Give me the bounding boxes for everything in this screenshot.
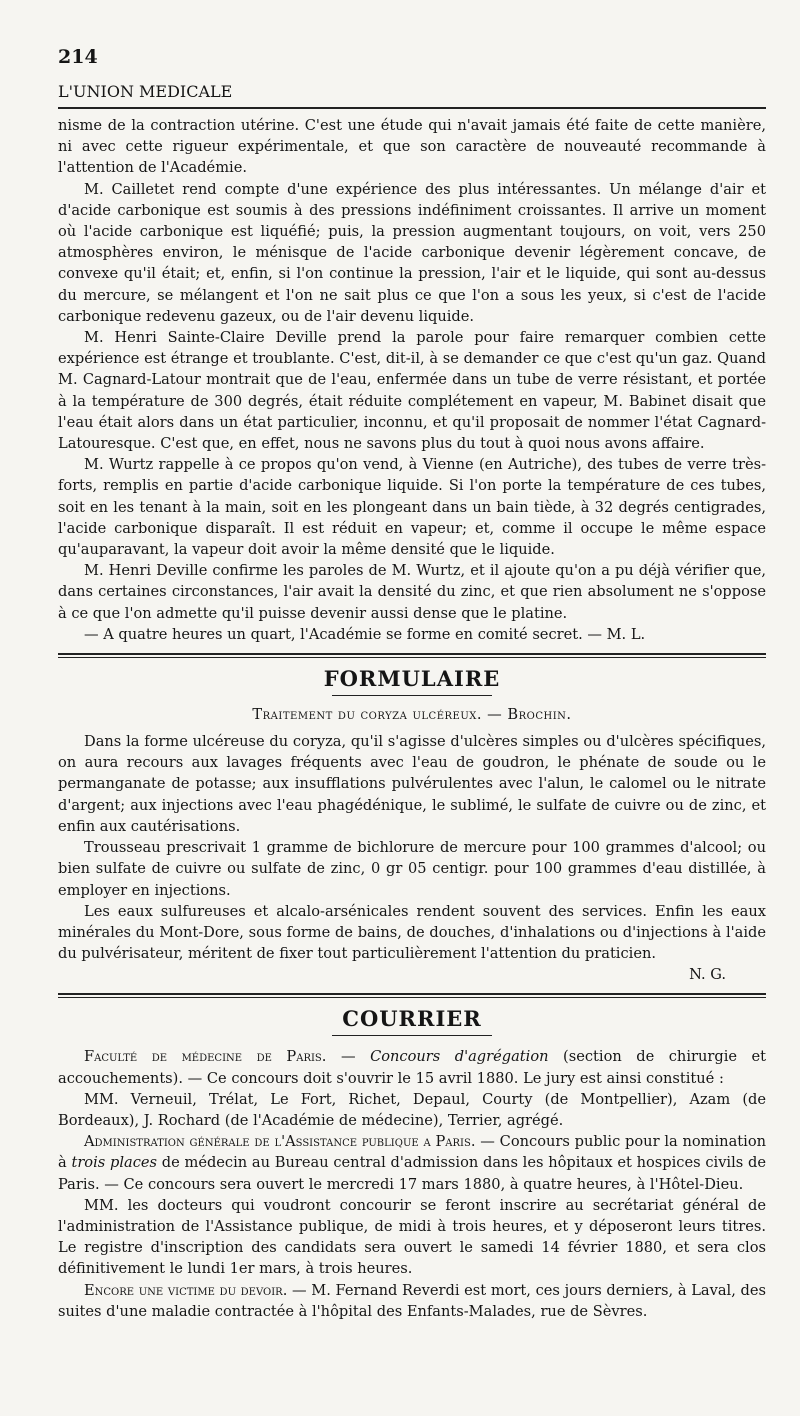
courrier-title: COURRIER: [342, 1006, 482, 1032]
academie-paragraph: — A quatre heures un quart, l'Académie se forme en comité secret. — M. L.: [84, 625, 646, 643]
courrier-paragraph: [58, 1131, 766, 1195]
header-rule: [58, 107, 766, 109]
section-divider: [58, 653, 766, 658]
courrier-paragraph: [58, 1046, 766, 1088]
section-divider: [58, 993, 766, 998]
page-header: [58, 46, 766, 82]
paragraph-text: — Concours public pour la nomination à: [58, 1133, 767, 1172]
formulaire-subtitle: Traitement du coryza ulcéreux. — Brochin.: [252, 706, 572, 724]
assistance-heading: Administration générale de l'Assistance publique a Paris.: [84, 1133, 476, 1151]
courrier-paragraph: [58, 1280, 766, 1322]
title-underline: [332, 1035, 492, 1036]
academie-paragraph: M. Cailletet rend compte d'une expérience des plus intéressantes. Un mélange d'air et d'acide carbonique est soumis à des pressions indéfiniment croissantes. Il arrive un moment où l'acide carbonique est liquéfié; puis, la pression augmentant toujours, on voit, vers 250 atmosphères environ, le ménisque de l'acide carbonique devenir légèrement concave, de convexe qu'il était; et, enfin, si l'on continue la pression, l'air et le liquide, qui sont au-dessus du mercure, se mélangent et l'on ne sait plus ce que l'on a sous les yeux, si c'est de l'acide carbonique redevenu gazeux, ou de l'air devenu liquide.: [58, 180, 766, 325]
formulaire-signature: N. G.: [689, 966, 726, 984]
academie-paragraph: M. Henri Deville confirme les paroles de M. Wurtz, et il ajoute qu'on a pu déjà vérifier que, dans certaines circonstances, l'air avait la densité du zinc, et que rien absolument ne s'oppose à ce que l'on admette qu'il puisse devenir aussi dense que le platine.: [58, 562, 766, 622]
dash: —: [326, 1048, 371, 1066]
title-underline: [332, 695, 492, 696]
page-number: 214: [58, 46, 98, 68]
journal-title: L'UNION MEDICALE: [58, 82, 233, 101]
academie-paragraph: M. Henri Sainte-Claire Deville prend la parole pour faire remarquer combien cette expérience est étrange et troublante. C'est, dit-il, à se demander ce que c'est qu'un gaz. Quand M. Cagnard-Latour montrait que de l'eau, enfermée dans un tube de verre résistant, et portée à la température de 300 degrés, était réduite complétement en vapeur, M. Babinet disait que l'eau était alors dans un état particulier, inconnu, et qu'il proposait de nommer l'état Cagnard-Latouresque. C'est que, en effet, nous ne savons plus du tout à quoi nous avons affaire.: [58, 329, 766, 453]
paragraph-text: — M. Fernand Reverdi est mort, ces jours derniers, à Laval, des suites d'une maladie contractée à l'hôpital des Enfants-Malades, rue de Sèvres.: [58, 1281, 766, 1320]
paragraph-text: de médecin au Bureau central d'admission dans les hôpitaux et hospices civils de Paris. — Ce concours sera ouvert le mercredi 17 mars 1880, à quatre heures, à l'Hôtel-Dieu.: [58, 1154, 766, 1193]
formulaire-paragraph: Trousseau prescrivait 1 gramme de bichlorure de mercure pour 100 grammes d'alcool; ou bien sulfate de cuivre ou sulfate de zinc, 0 gr 05 centigr. pour 100 grammes d'eau distillée, à employer en injections.: [58, 839, 766, 899]
formulaire-paragraph: Les eaux sulfureuses et alcalo-arsénicales rendent souvent des services. Enfin les eaux minérales du Mont-Dore, sous forme de bains, de douches, d'inhalations ou d'injections à l'aide du pulvérisateur, méritent de fixer tout particulièrement l'attention du praticien.: [58, 902, 766, 963]
courrier-paragraph: MM. Verneuil, Trélat, Le Fort, Richet, Depaul, Courty (de Montpellier), Azam (de Bordeaux), J. Rochard (de l'Académie de médecine), Terrier, agrégé.: [58, 1090, 766, 1129]
concours-title: Concours d'agrégation: [370, 1048, 549, 1066]
academie-paragraph: M. Wurtz rappelle à ce propos qu'on vend, à Vienne (en Autriche), des tubes de verre très-forts, remplis en partie d'acide carbonique liquide. Si l'on porte la température de ces tubes, soit en les tenant à la main, soit en les plongeant dans un bain tiède, à 32 degrés centigrades, l'acide carbonique disparaît. Il est réduit en vapeur; et, comme il occupe le même espace qu'auparavant, la vapeur doit avoir la même densité que le liquide.: [58, 456, 766, 559]
academie-section: [58, 115, 766, 645]
courrier-paragraph: MM. les docteurs qui voudront concourir se feront inscrire au secrétariat général de l'administration de l'Assistance publique, de midi à trois heures, et y déposeront leurs titres. Le registre d'inscription des candidats sera ouvert le samedi 14 février 1880, et sera clos définitivement le lundi 1er mars, à trois heures.: [58, 1196, 766, 1278]
formulaire-title: FORMULAIRE: [323, 666, 501, 692]
formulaire-paragraph: Dans la forme ulcéreuse du coryza, qu'il s'agisse d'ulcères simples ou d'ulcères spécifiques, on aura recours aux lavages fréquents avec l'eau de goudron, le phénate de soude ou le permanganate de potasse; aux insufflations pulvérulentes avec l'alun, le calomel ou le nitrate d'argent; aux injections avec l'eau phagédénique, le sublimé, le sulfate de cuivre ou de zinc, et enfin aux cautérisations.: [58, 733, 766, 835]
courrier-section: [58, 1006, 766, 1322]
victime-heading: Encore une victime du devoir.: [84, 1281, 288, 1299]
academie-paragraph: nisme de la contraction utérine. C'est une étude qui n'avait jamais été faite de cette manière, ni avec cette rigueur expérimentale, et que son caractère de nouveauté recommande à l'attention de l'Académie.: [58, 117, 766, 177]
formulaire-section: [58, 666, 766, 985]
trois-places: trois places: [71, 1154, 157, 1172]
faculte-heading: Faculté de médecine de Paris.: [84, 1048, 327, 1066]
paragraph-text: (section de chirurgie et accouchements). — Ce concours doit s'ouvrir le 15 avril 1880. Le jury est ainsi constitué :: [58, 1048, 767, 1087]
